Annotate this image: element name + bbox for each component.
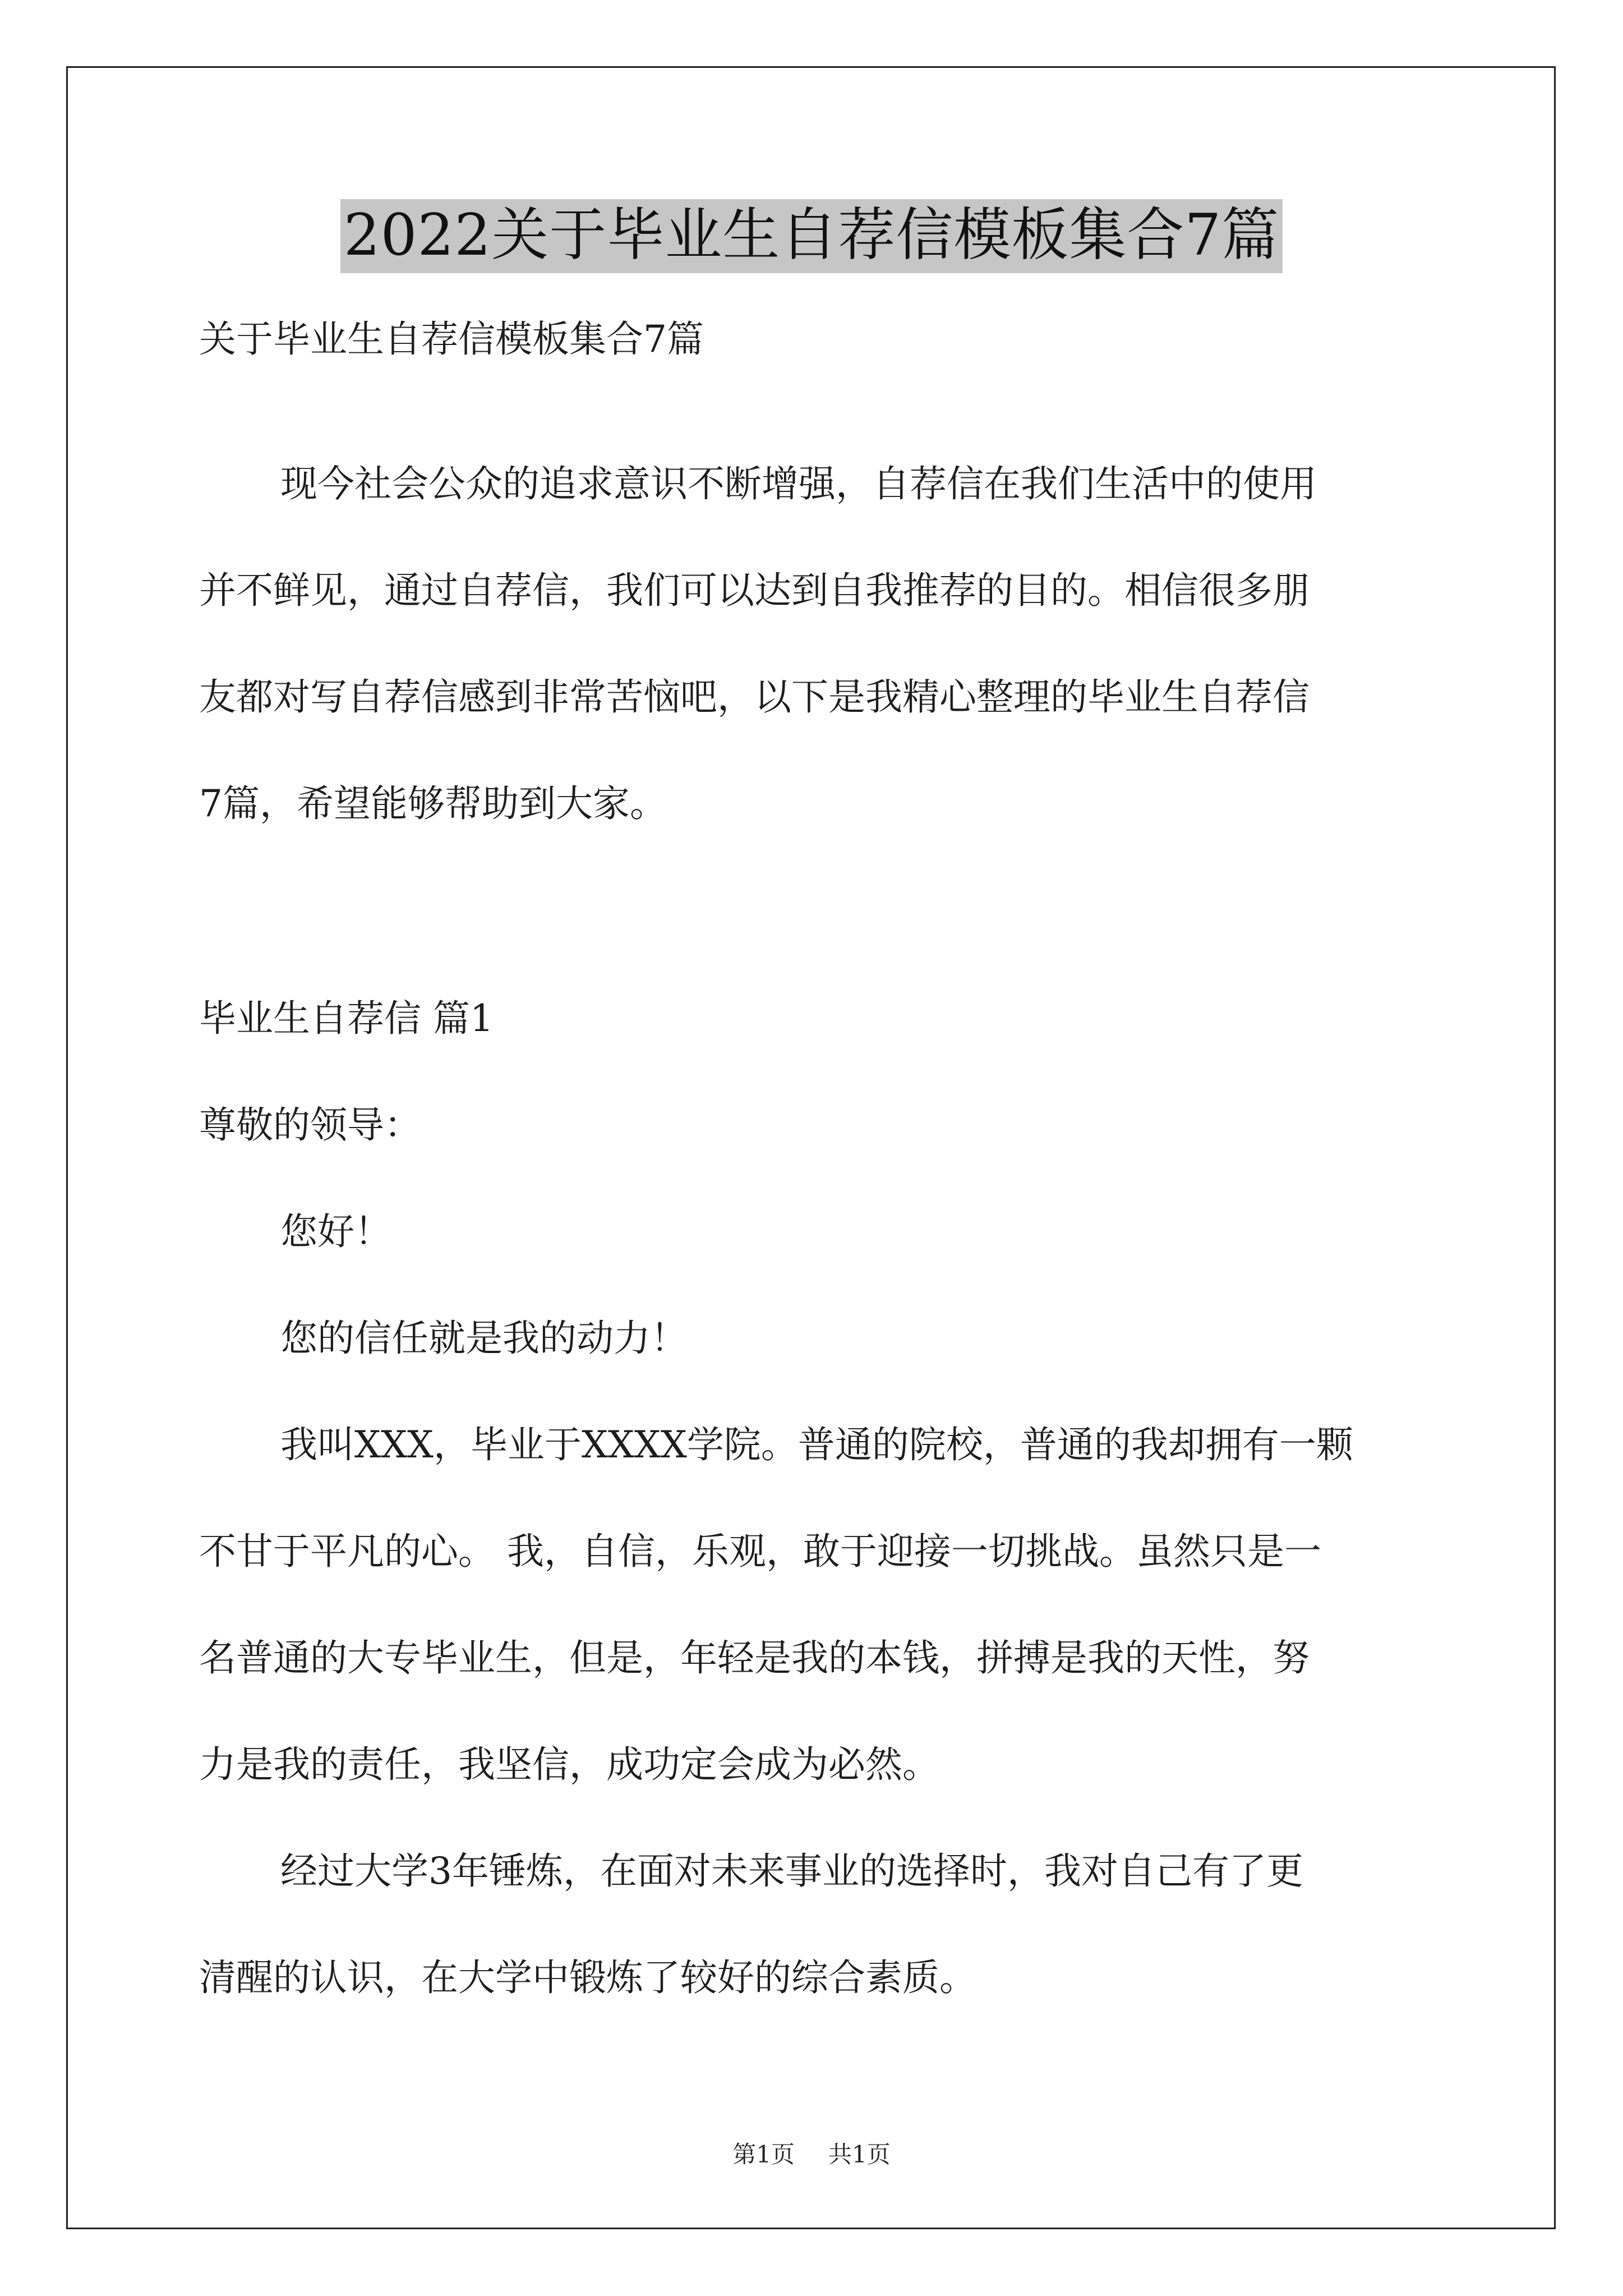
paragraph-line: 清醒的认识，在大学中锻炼了较好的综合素质。 — [199, 1956, 976, 1999]
section-heading: 毕业生自荐信 篇1 — [199, 997, 494, 1040]
paragraph-line: 我叫XXX，毕业于XXXX学院。普通的院校，普通的我却拥有一颗 — [280, 1423, 1353, 1466]
page-number-current: 第1页 — [732, 2141, 795, 2168]
document-subtitle: 关于毕业生自荐信模板集合7篇 — [199, 318, 704, 361]
document-title: 2022关于毕业生自荐信模板集合7篇 — [340, 199, 1283, 273]
greeting: 您好！ — [280, 1210, 391, 1253]
paragraph-line: 力是我的责任，我坚信，成功定会成为必然。 — [199, 1743, 939, 1786]
intro-line: 7篇，希望能够帮助到大家。 — [199, 782, 667, 825]
paragraph-line: 经过大学3年锤炼，在面对未来事业的选择时，我对自己有了更 — [280, 1849, 1303, 1893]
paragraph-line: 不甘于平凡的心。 我，自信，乐观，敢于迎接一切挑战。虽然只是一 — [199, 1530, 1321, 1573]
page-footer — [0, 2136, 1623, 2170]
page-number-total: 共1页 — [828, 2141, 891, 2168]
intro-line: 友都对写自荐信感到非常苦恼吧，以下是我精心整理的毕业生自荐信 — [199, 675, 1310, 719]
intro-line: 并不鲜见，通过自荐信，我们可以达到自我推荐的目的。相信很多朋 — [199, 569, 1310, 612]
paragraph-line: 名普通的大专毕业生，但是，年轻是我的本钱，拼搏是我的天性，努 — [199, 1636, 1310, 1680]
title-container — [0, 199, 1623, 273]
page-border — [66, 66, 1556, 2229]
motto-line: 您的信任就是我的动力！ — [280, 1317, 688, 1360]
salutation: 尊敬的领导： — [199, 1103, 421, 1147]
intro-line: 现今社会公众的追求意识不断增强，自荐信在我们生活中的使用 — [280, 462, 1317, 505]
